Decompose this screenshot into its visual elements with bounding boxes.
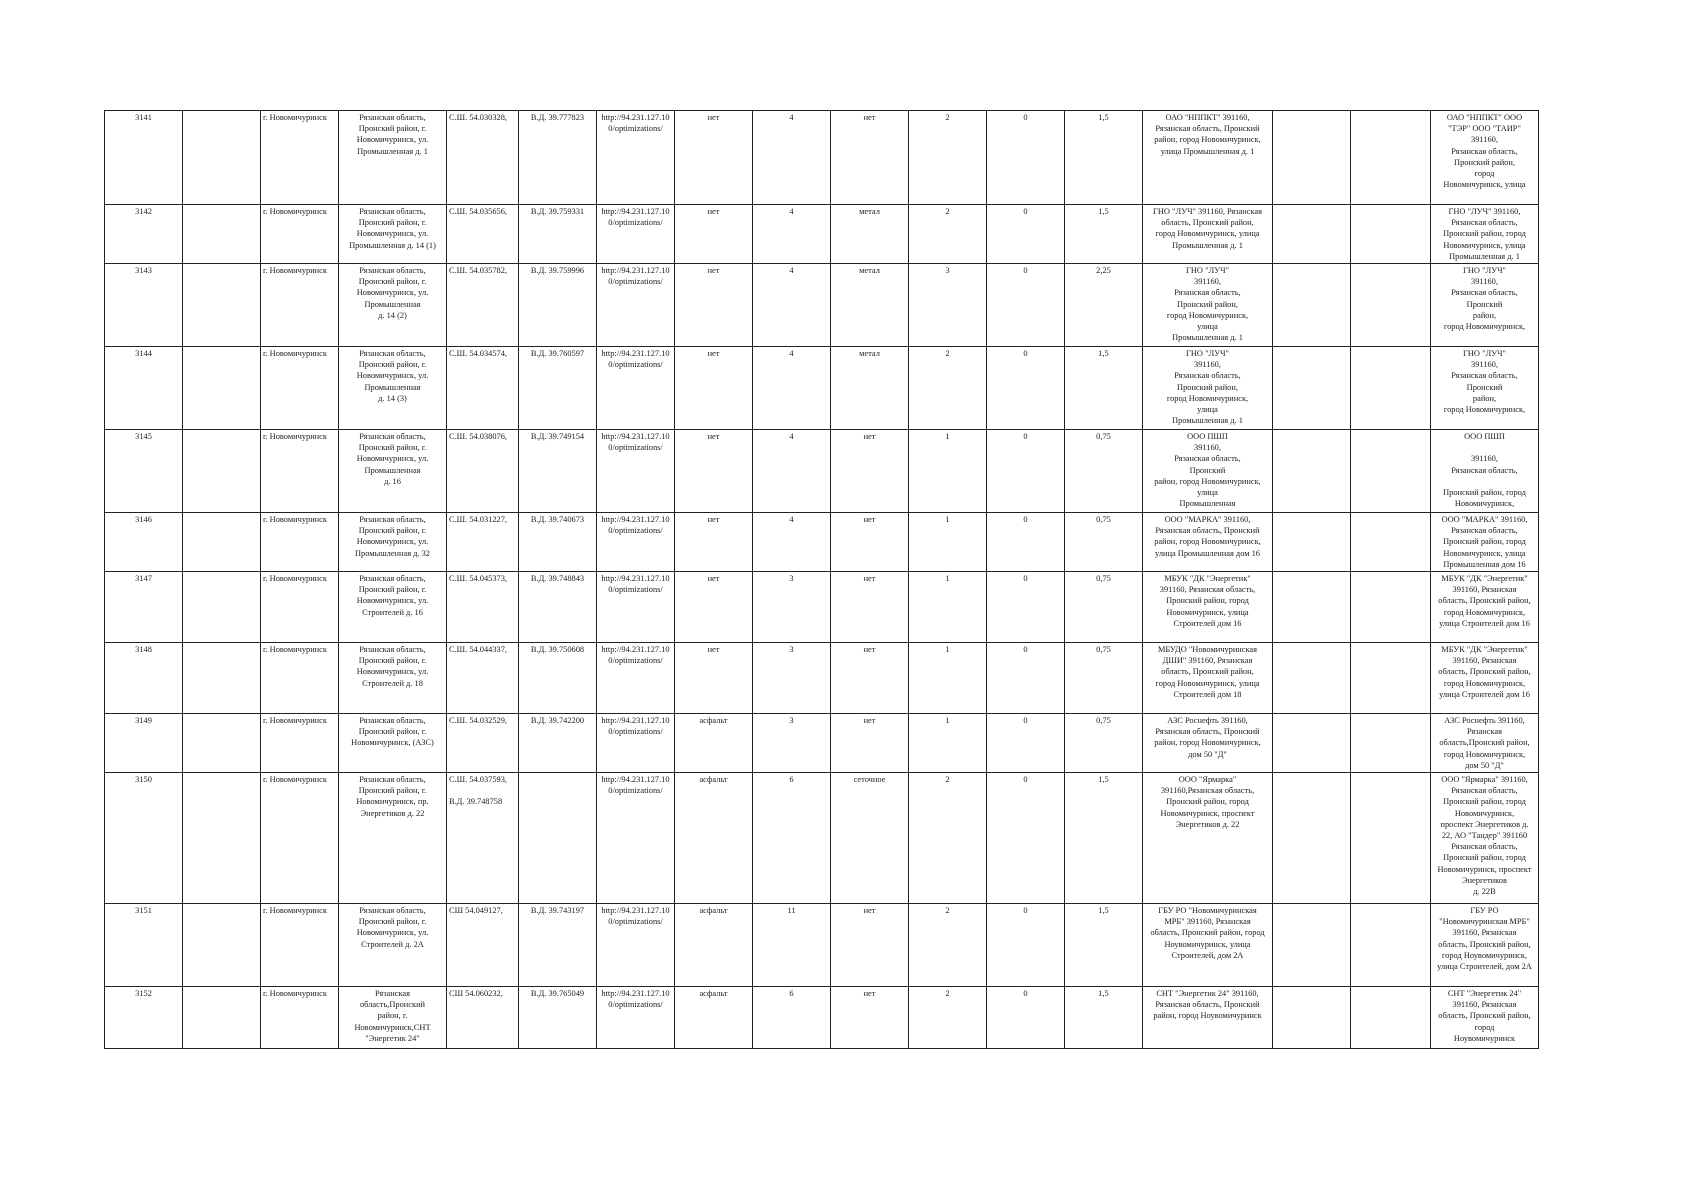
cell-area: 3 (753, 572, 831, 643)
cell-fence: нет (831, 904, 909, 987)
cell-col16 (1351, 430, 1431, 513)
cell-address: Рязанская область, Пронский район, г. Новомичуринск, ул. Строителей д. 2А (339, 904, 447, 987)
cell-area: 4 (753, 347, 831, 430)
cell-col2 (183, 904, 261, 987)
registry-body (105, 111, 1539, 1049)
cell-url: http://94.231.127.10 0/optimizations/ (597, 773, 675, 904)
cell-col16 (1351, 572, 1431, 643)
cell-city: г. Новомичуринск (261, 347, 339, 430)
cell-count-2: 0 (987, 513, 1065, 572)
cell-area: 4 (753, 111, 831, 205)
cell-latitude: С.Ш. 54.031227, (447, 513, 519, 572)
cell-sources: МБУК "ДК "Энергетик" 391160, Рязанская область, Пронский район, город Новомичуринск, улица Строителей дом 16 (1431, 643, 1539, 714)
cell-latitude: С.Ш. 54.045373, (447, 572, 519, 643)
cell-count-1: 1 (909, 513, 987, 572)
cell-count-2: 0 (987, 205, 1065, 264)
cell-count-1: 2 (909, 904, 987, 987)
cell-url: http://94.231.127.10 0/optimizations/ (597, 264, 675, 347)
cell-sources: АЗС Роснефть 391160, Рязанская область,Пронский район, город Новомичуринск, дом 50 "Д" (1431, 714, 1539, 773)
cell-count-1: 1 (909, 572, 987, 643)
cell-area: 4 (753, 205, 831, 264)
cell-col15 (1273, 643, 1351, 714)
cell-url: http://94.231.127.10 0/optimizations/ (597, 513, 675, 572)
cell-col15 (1273, 773, 1351, 904)
cell-area: 4 (753, 430, 831, 513)
cell-col16 (1351, 987, 1431, 1049)
cell-url: http://94.231.127.10 0/optimizations/ (597, 643, 675, 714)
cell-id: 3147 (105, 572, 183, 643)
table-row (105, 264, 1539, 347)
cell-col16 (1351, 714, 1431, 773)
cell-url: http://94.231.127.10 0/optimizations/ (597, 111, 675, 205)
cell-latitude: С.Ш. 54.032529, (447, 714, 519, 773)
cell-address: Рязанская область, Пронский район, г. Новомичуринск, ул. Промышленная д. 1 (339, 111, 447, 205)
cell-owner: ООО "МАРКА" 391160, Рязанская область, Пронский район, город Новомичуринск, улица Промышленная дом 16 (1143, 513, 1273, 572)
cell-id: 3141 (105, 111, 183, 205)
table-row (105, 987, 1539, 1049)
cell-longitude: В.Д. 39.748843 (519, 572, 597, 643)
cell-volume: 1,5 (1065, 987, 1143, 1049)
cell-col2 (183, 513, 261, 572)
cell-city: г. Новомичуринск (261, 904, 339, 987)
cell-city: г. Новомичуринск (261, 430, 339, 513)
cell-volume: 0,75 (1065, 430, 1143, 513)
cell-volume: 1,5 (1065, 347, 1143, 430)
cell-col16 (1351, 111, 1431, 205)
cell-sources: ГНО "ЛУЧ" 391160, Рязанская область, Пронский район, город Новомичуринск, (1431, 264, 1539, 347)
cell-longitude: В.Д. 39.760597 (519, 347, 597, 430)
cell-col2 (183, 987, 261, 1049)
cell-count-1: 1 (909, 430, 987, 513)
cell-col15 (1273, 904, 1351, 987)
cell-area: 4 (753, 264, 831, 347)
table-row (105, 572, 1539, 643)
cell-count-2: 0 (987, 714, 1065, 773)
cell-col2 (183, 111, 261, 205)
cell-surface: нет (675, 572, 753, 643)
cell-col15 (1273, 987, 1351, 1049)
cell-fence: нет (831, 111, 909, 205)
cell-address: Рязанская область, Пронский район, г. Новомичуринск, ул. Промышленная д. 32 (339, 513, 447, 572)
cell-owner: ГНО "ЛУЧ" 391160, Рязанская область, Пронский район, город Новомичуринск, улица Промышленная д. 1 (1143, 264, 1273, 347)
cell-surface: нет (675, 643, 753, 714)
cell-fence: нет (831, 714, 909, 773)
cell-sources: МБУК "ДК "Энергетик" 391160, Рязанская область, Пронский район, город Новомичуринск, улица Строителей дом 16 (1431, 572, 1539, 643)
cell-sources: ООО "Ярмарка" 391160, Рязанская область, Пронский район, город Новомичуринск, проспект Энергетиков д. 22, АО "Тандер" 391160 Рязанская область, Пронский район, город Новомичуринск, проспект Энергетиков д. 22В (1431, 773, 1539, 904)
cell-latitude: С.Ш. 54.034574, (447, 347, 519, 430)
cell-volume: 1,5 (1065, 205, 1143, 264)
cell-sources: ГНО "ЛУЧ" 391160, Рязанская область, Пронский район, город Новомичуринск, улица Промышленная д. 1 (1431, 205, 1539, 264)
table-row (105, 513, 1539, 572)
cell-col15 (1273, 205, 1351, 264)
cell-count-2: 0 (987, 111, 1065, 205)
cell-surface: нет (675, 430, 753, 513)
cell-url: http://94.231.127.10 0/optimizations/ (597, 904, 675, 987)
cell-count-2: 0 (987, 987, 1065, 1049)
cell-fence: нет (831, 572, 909, 643)
cell-address: Рязанская область, Пронский район, г. Новомичуринск, ул. Строителей д. 18 (339, 643, 447, 714)
cell-volume: 0,75 (1065, 714, 1143, 773)
table-row (105, 643, 1539, 714)
cell-latitude: С.Ш. 54.030328, (447, 111, 519, 205)
cell-col15 (1273, 430, 1351, 513)
cell-longitude: В.Д. 39.759331 (519, 205, 597, 264)
cell-url: http://94.231.127.10 0/optimizations/ (597, 987, 675, 1049)
cell-count-2: 0 (987, 347, 1065, 430)
table-row (105, 430, 1539, 513)
cell-col2 (183, 347, 261, 430)
cell-count-2: 0 (987, 572, 1065, 643)
cell-owner: ООО "Ярмарка" 391160,Рязанская область, Пронский район, город Новомичуринск, проспект Энергетиков д. 22 (1143, 773, 1273, 904)
cell-id: 3151 (105, 904, 183, 987)
cell-id: 3142 (105, 205, 183, 264)
cell-latitude: С.Ш. 54.038076, (447, 430, 519, 513)
cell-address: Рязанская область, Пронский район, г. Новомичуринск, (АЗС) (339, 714, 447, 773)
cell-longitude: В.Д. 39.750608 (519, 643, 597, 714)
cell-col15 (1273, 264, 1351, 347)
cell-city: г. Новомичуринск (261, 513, 339, 572)
cell-sources: ОАО "НППКТ" ООО "ТЭР" ООО "ТАИР" 391160, Рязанская область, Пронский район, город Новомичуринск, улица (1431, 111, 1539, 205)
cell-count-1: 2 (909, 987, 987, 1049)
cell-sources: ГНО "ЛУЧ" 391160, Рязанская область, Пронский район, город Новомичуринск, (1431, 347, 1539, 430)
table-row (105, 773, 1539, 904)
cell-owner: ГНО "ЛУЧ" 391160, Рязанская область, Пронский район, город Новомичуринск, улица Промышленная д. 1 (1143, 205, 1273, 264)
cell-id: 3152 (105, 987, 183, 1049)
cell-url: http://94.231.127.10 0/optimizations/ (597, 205, 675, 264)
cell-count-2: 0 (987, 904, 1065, 987)
table-row (105, 205, 1539, 264)
cell-address: Рязанская область, Пронский район, г. Новомичуринск, ул. Промышленная д. 14 (2) (339, 264, 447, 347)
cell-area: 3 (753, 714, 831, 773)
cell-id: 3143 (105, 264, 183, 347)
cell-longitude: В.Д. 39.742200 (519, 714, 597, 773)
cell-fence: нет (831, 643, 909, 714)
cell-latitude: СШ 54.060232, (447, 987, 519, 1049)
cell-latitude: СШ 54.049127, (447, 904, 519, 987)
cell-volume: 2,25 (1065, 264, 1143, 347)
cell-owner: ГБУ РО "Новомичуринская МРБ" 391160, Рязанская область, Пронский район, город Ноувомичуринск, улица Строителей, дом 2А (1143, 904, 1273, 987)
cell-volume: 0,75 (1065, 643, 1143, 714)
cell-address: Рязанская область, Пронский район, г. Новомичуринск, ул. Промышленная д. 14 (1) (339, 205, 447, 264)
cell-col2 (183, 643, 261, 714)
registry-table (104, 110, 1539, 1049)
cell-col16 (1351, 643, 1431, 714)
cell-longitude: В.Д. 39.765049 (519, 987, 597, 1049)
cell-fence: метал (831, 205, 909, 264)
cell-col15 (1273, 111, 1351, 205)
cell-col16 (1351, 264, 1431, 347)
cell-longitude: В.Д. 39.740673 (519, 513, 597, 572)
cell-col16 (1351, 513, 1431, 572)
cell-longitude: В.Д. 39.777823 (519, 111, 597, 205)
cell-col2 (183, 264, 261, 347)
cell-count-1: 3 (909, 264, 987, 347)
cell-id: 3144 (105, 347, 183, 430)
cell-city: г. Новомичуринск (261, 572, 339, 643)
cell-col15 (1273, 513, 1351, 572)
cell-count-1: 2 (909, 773, 987, 904)
cell-longitude (519, 773, 597, 904)
cell-count-1: 1 (909, 714, 987, 773)
cell-latitude: С.Ш. 54.035656, (447, 205, 519, 264)
cell-col15 (1273, 347, 1351, 430)
cell-count-2: 0 (987, 773, 1065, 904)
cell-owner: МБУДО "Новомичуринская ДШИ" 391160, Рязанская область, Пронский район, город Новомичуринск, улица Строителей дом 18 (1143, 643, 1273, 714)
table-row (105, 111, 1539, 205)
cell-sources: ООО ПШП 391160, Рязанская область, Пронский район, город Новомичуринск, (1431, 430, 1539, 513)
cell-surface: нет (675, 347, 753, 430)
cell-longitude: В.Д. 39.749154 (519, 430, 597, 513)
cell-city: г. Новомичуринск (261, 264, 339, 347)
cell-fence: нет (831, 513, 909, 572)
cell-address: Рязанская область, Пронский район, г. Новомичуринск, ул. Промышленная д. 16 (339, 430, 447, 513)
cell-longitude: В.Д. 39.759996 (519, 264, 597, 347)
cell-owner: АЗС Роснефть 391160, Рязанская область, Пронский район, город Новомичуринск, дом 50 "Д" (1143, 714, 1273, 773)
cell-address: Рязанская область, Пронский район, г. Новомичуринск, пр. Энергетиков д. 22 (339, 773, 447, 904)
cell-count-1: 1 (909, 643, 987, 714)
cell-longitude: В.Д. 39.743197 (519, 904, 597, 987)
cell-latitude: С.Ш. 54.044337, (447, 643, 519, 714)
cell-url: http://94.231.127.10 0/optimizations/ (597, 572, 675, 643)
cell-col16 (1351, 347, 1431, 430)
cell-sources: СНТ "Энергетик 24" 391160, Рязанская область, Пронский район, город Ноувомичуринск (1431, 987, 1539, 1049)
cell-city: г. Новомичуринск (261, 643, 339, 714)
cell-volume: 1,5 (1065, 111, 1143, 205)
cell-fence: нет (831, 987, 909, 1049)
cell-col2 (183, 205, 261, 264)
cell-volume: 1,5 (1065, 904, 1143, 987)
cell-count-1: 2 (909, 347, 987, 430)
cell-address: Рязанская область, Пронский район, г. Новомичуринск, ул. Промышленная д. 14 (3) (339, 347, 447, 430)
cell-id: 3149 (105, 714, 183, 773)
cell-city: г. Новомичуринск (261, 987, 339, 1049)
cell-col2 (183, 572, 261, 643)
cell-count-1: 2 (909, 205, 987, 264)
cell-count-2: 0 (987, 264, 1065, 347)
cell-owner: ОАО "НППКТ" 391160, Рязанская область, Пронский район, город Новомичуринск, улица Промышленная д. 1 (1143, 111, 1273, 205)
cell-fence: метал (831, 347, 909, 430)
cell-col2 (183, 773, 261, 904)
cell-surface: нет (675, 264, 753, 347)
cell-volume: 0,75 (1065, 572, 1143, 643)
cell-city: г. Новомичуринск (261, 111, 339, 205)
table-row (105, 714, 1539, 773)
table-row (105, 904, 1539, 987)
cell-city: г. Новомичуринск (261, 205, 339, 264)
cell-count-1: 2 (909, 111, 987, 205)
cell-owner: СНТ "Энергетик 24" 391160, Рязанская область, Пронский район, город Ноувомичуринск (1143, 987, 1273, 1049)
cell-url: http://94.231.127.10 0/optimizations/ (597, 347, 675, 430)
cell-area: 4 (753, 513, 831, 572)
cell-city: г. Новомичуринск (261, 773, 339, 904)
cell-id: 3148 (105, 643, 183, 714)
cell-surface: асфальт (675, 714, 753, 773)
cell-count-2: 0 (987, 643, 1065, 714)
cell-surface: нет (675, 513, 753, 572)
cell-count-2: 0 (987, 430, 1065, 513)
cell-address: Рязанская область,Пронский район, г. Новомичуринск,СНТ "Энергетик 24" (339, 987, 447, 1049)
cell-col16 (1351, 904, 1431, 987)
cell-owner: ООО ПШП 391160, Рязанская область, Пронский район, город Новомичуринск, улица Промышленная (1143, 430, 1273, 513)
cell-col15 (1273, 572, 1351, 643)
cell-volume: 1,5 (1065, 773, 1143, 904)
cell-owner: МБУК "ДК "Энергетик" 391160, Рязанская область, Пронский район, город Новомичуринск, улица Строителей дом 16 (1143, 572, 1273, 643)
cell-area: 6 (753, 773, 831, 904)
cell-city: г. Новомичуринск (261, 714, 339, 773)
cell-surface: асфальт (675, 904, 753, 987)
cell-fence: метал (831, 264, 909, 347)
cell-sources: ООО "МАРКА" 391160, Рязанская область, Пронский район, город Новомичуринск, улица Промышленная дом 16 (1431, 513, 1539, 572)
cell-surface: нет (675, 111, 753, 205)
cell-owner: ГНО "ЛУЧ" 391160, Рязанская область, Пронский район, город Новомичуринск, улица Промышленная д. 1 (1143, 347, 1273, 430)
cell-area: 3 (753, 643, 831, 714)
cell-latitude: С.Ш. 54.035782, (447, 264, 519, 347)
table-row (105, 347, 1539, 430)
cell-sources: ГБУ РО "Новомичуринская МРБ" 391160, Рязанская область, Пронский район, город Ноувомичуринск, улица Строителей, дом 2А (1431, 904, 1539, 987)
cell-area: 6 (753, 987, 831, 1049)
cell-address: Рязанская область, Пронский район, г. Новомичуринск, ул. Строителей д. 16 (339, 572, 447, 643)
cell-fence: сеточное (831, 773, 909, 904)
cell-url: http://94.231.127.10 0/optimizations/ (597, 714, 675, 773)
cell-col2 (183, 714, 261, 773)
cell-col16 (1351, 205, 1431, 264)
cell-fence: нет (831, 430, 909, 513)
cell-surface: асфальт (675, 773, 753, 904)
cell-id: 3145 (105, 430, 183, 513)
cell-id: 3150 (105, 773, 183, 904)
cell-id: 3146 (105, 513, 183, 572)
cell-latitude: С.Ш. 54.037593, В.Д. 39.748758 (447, 773, 519, 904)
cell-area: 11 (753, 904, 831, 987)
cell-surface: нет (675, 205, 753, 264)
cell-col16 (1351, 773, 1431, 904)
cell-col2 (183, 430, 261, 513)
cell-col15 (1273, 714, 1351, 773)
cell-surface: асфальт (675, 987, 753, 1049)
cell-url: http://94.231.127.10 0/optimizations/ (597, 430, 675, 513)
cell-volume: 0,75 (1065, 513, 1143, 572)
